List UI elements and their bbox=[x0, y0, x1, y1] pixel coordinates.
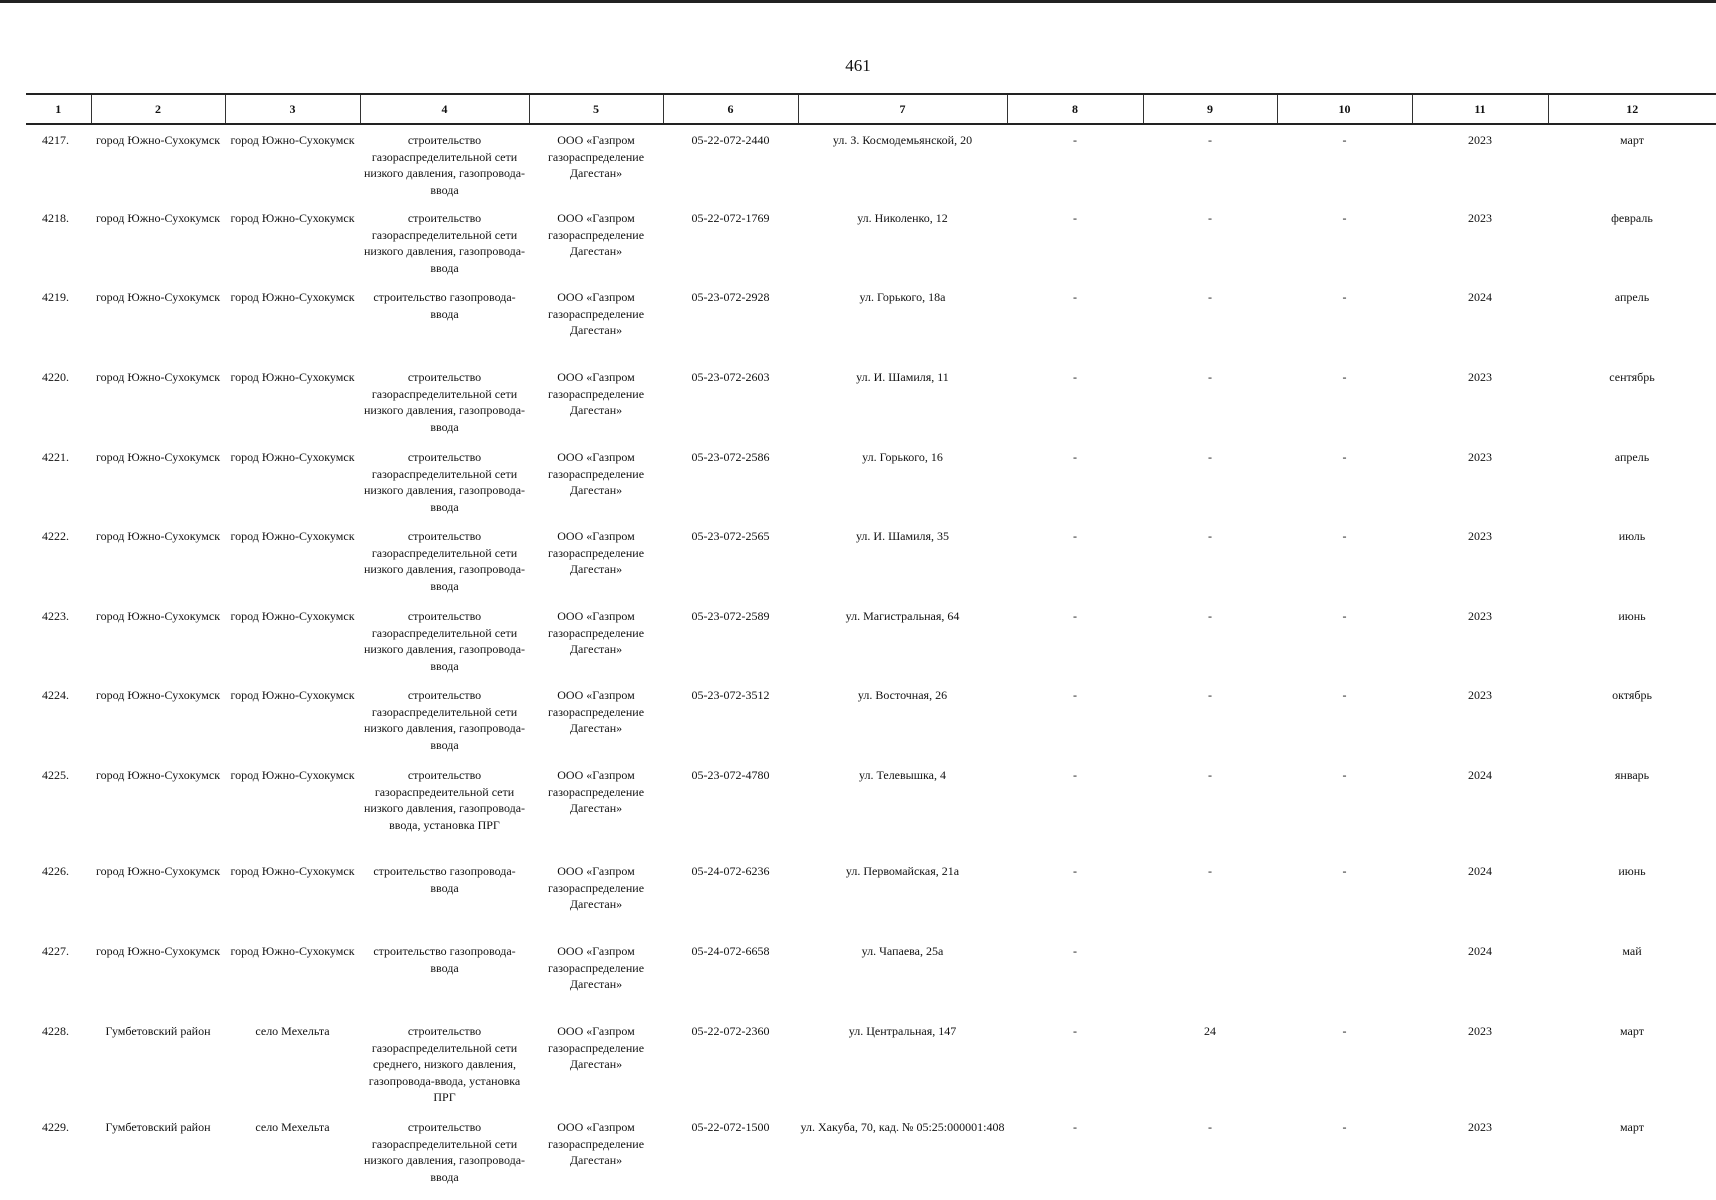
address-cell: ул. Восточная, 26 bbox=[857, 688, 948, 702]
col9-cell: - bbox=[1208, 609, 1212, 623]
year-cell: 2024 bbox=[1468, 768, 1492, 782]
address-cell: ул. И. Шамиля, 35 bbox=[855, 529, 950, 543]
col8-cell: - bbox=[1073, 133, 1077, 147]
col-header-7: 7 bbox=[798, 94, 1007, 124]
table-row bbox=[26, 124, 1716, 203]
settlement-cell: село Мехельта bbox=[255, 1120, 330, 1134]
code-cell: 05-23-072-2928 bbox=[691, 290, 770, 304]
organization-cell: ООО «Газпром газораспределение Дагестан» bbox=[547, 864, 645, 911]
month-cell: апрель bbox=[1614, 450, 1650, 464]
table-row bbox=[26, 282, 1716, 362]
code-cell: 05-22-072-1500 bbox=[691, 1120, 770, 1134]
col8-cell: - bbox=[1073, 1120, 1077, 1134]
organization-cell: ООО «Газпром газораспределение Дагестан» bbox=[547, 211, 645, 258]
settlement-cell: город Южно-Сухокумск bbox=[230, 290, 355, 304]
address-cell: ул. Горького, 16 bbox=[862, 450, 943, 464]
address-cell: ул. Центральная, 147 bbox=[848, 1024, 957, 1038]
district-cell: город Южно-Сухокумск bbox=[95, 864, 221, 878]
col8-cell: - bbox=[1073, 370, 1077, 384]
table-row bbox=[26, 601, 1716, 680]
settlement-cell: село Мехельта bbox=[255, 1024, 330, 1038]
col9-cell: - bbox=[1208, 211, 1212, 225]
work-type-cell: строительство газораспределительной сети низкого давления, газопровода-ввода bbox=[363, 450, 526, 514]
district-cell: город Южно-Сухокумск bbox=[95, 290, 221, 304]
address-cell: ул. Горького, 18а bbox=[859, 290, 946, 304]
row-number: 4225. bbox=[42, 768, 69, 782]
year-cell: 2023 bbox=[1468, 1120, 1492, 1134]
top-border-line bbox=[0, 0, 1716, 3]
col9-cell: - bbox=[1208, 450, 1212, 464]
page-number: 461 bbox=[845, 56, 871, 75]
col-header-11: 11 bbox=[1412, 94, 1548, 124]
col10-cell: - bbox=[1342, 864, 1347, 878]
settlement-cell: город Южно-Сухокумск bbox=[230, 133, 355, 147]
code-cell: 05-22-072-1769 bbox=[691, 211, 770, 225]
organization-cell: ООО «Газпром газораспределение Дагестан» bbox=[547, 688, 645, 735]
col9-cell: 24 bbox=[1204, 1024, 1216, 1038]
month-cell: июнь bbox=[1618, 609, 1646, 623]
table-row bbox=[26, 1112, 1716, 1198]
table-row bbox=[26, 760, 1716, 856]
col-header-5: 5 bbox=[529, 94, 663, 124]
year-cell: 2023 bbox=[1468, 370, 1492, 384]
col8-cell: - bbox=[1073, 768, 1077, 782]
code-cell: 05-24-072-6658 bbox=[691, 944, 770, 958]
year-cell: 2023 bbox=[1468, 688, 1492, 702]
work-type-cell: строительство газораспределительной сети низкого давления, газопровода-ввода bbox=[363, 1120, 526, 1184]
address-cell: ул. Магистральная, 64 bbox=[845, 609, 960, 623]
district-cell: город Южно-Сухокумск bbox=[95, 609, 221, 623]
district-cell: город Южно-Сухокумск bbox=[95, 529, 221, 543]
district-cell: Гумбетовский район bbox=[105, 1120, 211, 1134]
col9-cell: - bbox=[1208, 133, 1212, 147]
col10-cell: - bbox=[1342, 688, 1347, 702]
code-cell: 05-23-072-2565 bbox=[691, 529, 770, 543]
month-cell: март bbox=[1620, 1120, 1644, 1134]
organization-cell: ООО «Газпром газораспределение Дагестан» bbox=[547, 450, 645, 497]
table-row bbox=[26, 856, 1716, 936]
work-type-cell: строительство газопровода-ввода bbox=[373, 944, 516, 975]
code-cell: 05-22-072-2440 bbox=[691, 133, 770, 147]
col-header-6: 6 bbox=[663, 94, 798, 124]
organization-cell: ООО «Газпром газораспределение Дагестан» bbox=[547, 944, 645, 991]
settlement-cell: город Южно-Сухокумск bbox=[230, 529, 355, 543]
table-row bbox=[26, 680, 1716, 760]
row-number: 4217. bbox=[42, 133, 69, 147]
organization-cell: ООО «Газпром газораспределение Дагестан» bbox=[547, 609, 645, 656]
organization-cell: ООО «Газпром газораспределение Дагестан» bbox=[547, 1120, 645, 1167]
year-cell: 2023 bbox=[1468, 211, 1492, 225]
work-type-cell: строительство газораспределительной сети низкого давления, газопровода-ввода bbox=[363, 370, 526, 434]
table-row bbox=[26, 1016, 1716, 1112]
organization-cell: ООО «Газпром газораспределение Дагестан» bbox=[547, 529, 645, 576]
col8-cell: - bbox=[1073, 529, 1077, 543]
col9-cell: - bbox=[1208, 688, 1212, 702]
address-cell: ул. Хакуба, 70, кад. № 05:25:000001:408 bbox=[800, 1120, 1005, 1134]
code-cell: 05-23-072-3512 bbox=[691, 688, 770, 702]
col10-cell: - bbox=[1342, 1120, 1347, 1134]
month-cell: март bbox=[1620, 133, 1644, 147]
col-header-2: 2 bbox=[91, 94, 225, 124]
code-cell: 05-23-072-2589 bbox=[691, 609, 770, 623]
work-type-cell: строительство газораспредеительной сети низкого давления, газопровода-ввода, установка ПРГ bbox=[363, 768, 526, 832]
column-number-header-row bbox=[26, 94, 1716, 124]
table-row bbox=[26, 362, 1716, 442]
month-cell: июль bbox=[1618, 529, 1646, 543]
work-type-cell: строительство газораспределительной сети низкого давления, газопровода-ввода bbox=[363, 609, 526, 673]
row-number: 4218. bbox=[42, 211, 69, 225]
organization-cell: ООО «Газпром газораспределение Дагестан» bbox=[547, 133, 645, 180]
district-cell: город Южно-Сухокумск bbox=[95, 133, 221, 147]
col10-cell: - bbox=[1342, 609, 1347, 623]
col-header-9: 9 bbox=[1143, 94, 1277, 124]
settlement-cell: город Южно-Сухокумск bbox=[230, 609, 355, 623]
col8-cell: - bbox=[1073, 944, 1077, 958]
table-row bbox=[26, 203, 1716, 282]
row-number: 4221. bbox=[42, 450, 69, 464]
settlement-cell: город Южно-Сухокумск bbox=[230, 688, 355, 702]
col9-cell: - bbox=[1208, 529, 1212, 543]
row-number: 4219. bbox=[42, 290, 69, 304]
district-cell: Гумбетовский район bbox=[105, 1024, 211, 1038]
year-cell: 2023 bbox=[1468, 1024, 1492, 1038]
district-cell: город Южно-Сухокумск bbox=[95, 370, 221, 384]
month-cell: октябрь bbox=[1612, 688, 1652, 702]
col8-cell: - bbox=[1073, 1024, 1077, 1038]
work-type-cell: строительство газопровода-ввода bbox=[373, 864, 516, 895]
col9-cell bbox=[1143, 936, 1277, 1016]
address-cell: ул. Николенко, 12 bbox=[857, 211, 948, 225]
row-number: 4226. bbox=[42, 864, 69, 878]
gasification-table bbox=[26, 93, 1716, 1198]
organization-cell: ООО «Газпром газораспределение Дагестан» bbox=[547, 1024, 645, 1071]
work-type-cell: строительство газопровода-ввода bbox=[373, 290, 516, 321]
col-header-3: 3 bbox=[225, 94, 360, 124]
organization-cell: ООО «Газпром газораспределение Дагестан» bbox=[547, 768, 645, 815]
year-cell: 2024 bbox=[1468, 944, 1492, 958]
work-type-cell: строительство газораспределительной сети среднего, низкого давления, газопровода-ввода, установка ПРГ bbox=[368, 1024, 521, 1104]
district-cell: город Южно-Сухокумск bbox=[95, 688, 221, 702]
month-cell: июнь bbox=[1618, 864, 1646, 878]
col-header-10: 10 bbox=[1277, 94, 1412, 124]
month-cell: апрель bbox=[1614, 290, 1650, 304]
row-number: 4229. bbox=[42, 1120, 69, 1134]
code-cell: 05-24-072-6236 bbox=[691, 864, 770, 878]
col8-cell: - bbox=[1073, 211, 1077, 225]
col9-cell: - bbox=[1208, 1120, 1212, 1134]
col8-cell: - bbox=[1073, 864, 1077, 878]
col10-cell bbox=[1277, 936, 1412, 1016]
work-type-cell: строительство газораспределительной сети низкого давления, газопровода-ввода bbox=[363, 211, 526, 275]
year-cell: 2023 bbox=[1468, 450, 1492, 464]
col-header-8: 8 bbox=[1007, 94, 1143, 124]
month-cell: январь bbox=[1614, 768, 1650, 782]
col8-cell: - bbox=[1073, 609, 1077, 623]
col-header-4: 4 bbox=[360, 94, 529, 124]
col8-cell: - bbox=[1073, 450, 1077, 464]
year-cell: 2023 bbox=[1468, 133, 1492, 147]
col10-cell: - bbox=[1342, 450, 1347, 464]
row-number: 4227. bbox=[42, 944, 69, 958]
month-cell: февраль bbox=[1611, 211, 1653, 225]
col10-cell: - bbox=[1342, 133, 1347, 147]
settlement-cell: город Южно-Сухокумск bbox=[230, 944, 355, 958]
code-cell: 05-23-072-2603 bbox=[691, 370, 770, 384]
settlement-cell: город Южно-Сухокумск bbox=[230, 450, 355, 464]
col10-cell: - bbox=[1342, 529, 1347, 543]
row-number: 4223. bbox=[42, 609, 69, 623]
table-row bbox=[26, 442, 1716, 521]
col9-cell: - bbox=[1208, 864, 1212, 878]
district-cell: город Южно-Сухокумск bbox=[95, 211, 221, 225]
month-cell: сентябрь bbox=[1609, 370, 1655, 384]
organization-cell: ООО «Газпром газораспределение Дагестан» bbox=[547, 370, 645, 417]
month-cell: март bbox=[1620, 1024, 1644, 1038]
table-row bbox=[26, 521, 1716, 601]
col9-cell: - bbox=[1208, 370, 1212, 384]
row-number: 4222. bbox=[42, 529, 69, 543]
settlement-cell: город Южно-Сухокумск bbox=[230, 211, 355, 225]
work-type-cell: строительство газораспределительной сети низкого давления, газопровода-ввода bbox=[363, 133, 526, 197]
year-cell: 2024 bbox=[1468, 290, 1492, 304]
col9-cell: - bbox=[1208, 768, 1212, 782]
address-cell: ул. И. Шамиля, 11 bbox=[856, 370, 949, 384]
year-cell: 2024 bbox=[1468, 864, 1492, 878]
col10-cell: - bbox=[1342, 768, 1347, 782]
code-cell: 05-23-072-4780 bbox=[691, 768, 770, 782]
col8-cell: - bbox=[1073, 688, 1077, 702]
district-cell: город Южно-Сухокумск bbox=[95, 944, 221, 958]
row-number: 4224. bbox=[42, 688, 69, 702]
address-cell: ул. З. Космодемьянской, 20 bbox=[832, 133, 973, 147]
code-cell: 05-23-072-2586 bbox=[691, 450, 770, 464]
district-cell: город Южно-Сухокумск bbox=[95, 768, 221, 782]
settlement-cell: город Южно-Сухокумск bbox=[230, 768, 355, 782]
col10-cell: - bbox=[1342, 370, 1347, 384]
year-cell: 2023 bbox=[1468, 609, 1492, 623]
code-cell: 05-22-072-2360 bbox=[691, 1024, 770, 1038]
row-number: 4228. bbox=[42, 1024, 69, 1038]
year-cell: 2023 bbox=[1468, 529, 1492, 543]
settlement-cell: город Южно-Сухокумск bbox=[230, 864, 355, 878]
col-header-1: 1 bbox=[26, 94, 91, 124]
col10-cell: - bbox=[1342, 211, 1347, 225]
organization-cell: ООО «Газпром газораспределение Дагестан» bbox=[547, 290, 645, 337]
row-number: 4220. bbox=[42, 370, 69, 384]
month-cell: май bbox=[1622, 944, 1642, 958]
address-cell: ул. Телевышка, 4 bbox=[859, 768, 946, 782]
col10-cell: - bbox=[1342, 1024, 1347, 1038]
col10-cell: - bbox=[1342, 290, 1347, 304]
col-header-12: 12 bbox=[1548, 94, 1716, 124]
address-cell: ул. Первомайская, 21а bbox=[845, 864, 960, 878]
settlement-cell: город Южно-Сухокумск bbox=[230, 370, 355, 384]
work-type-cell: строительство газораспределительной сети низкого давления, газопровода-ввода bbox=[363, 688, 526, 752]
col8-cell: - bbox=[1073, 290, 1077, 304]
col9-cell: - bbox=[1208, 290, 1212, 304]
address-cell: ул. Чапаева, 25а bbox=[861, 944, 944, 958]
district-cell: город Южно-Сухокумск bbox=[95, 450, 221, 464]
table-row bbox=[26, 936, 1716, 1016]
work-type-cell: строительство газораспределительной сети низкого давления, газопровода-ввода bbox=[363, 529, 526, 593]
